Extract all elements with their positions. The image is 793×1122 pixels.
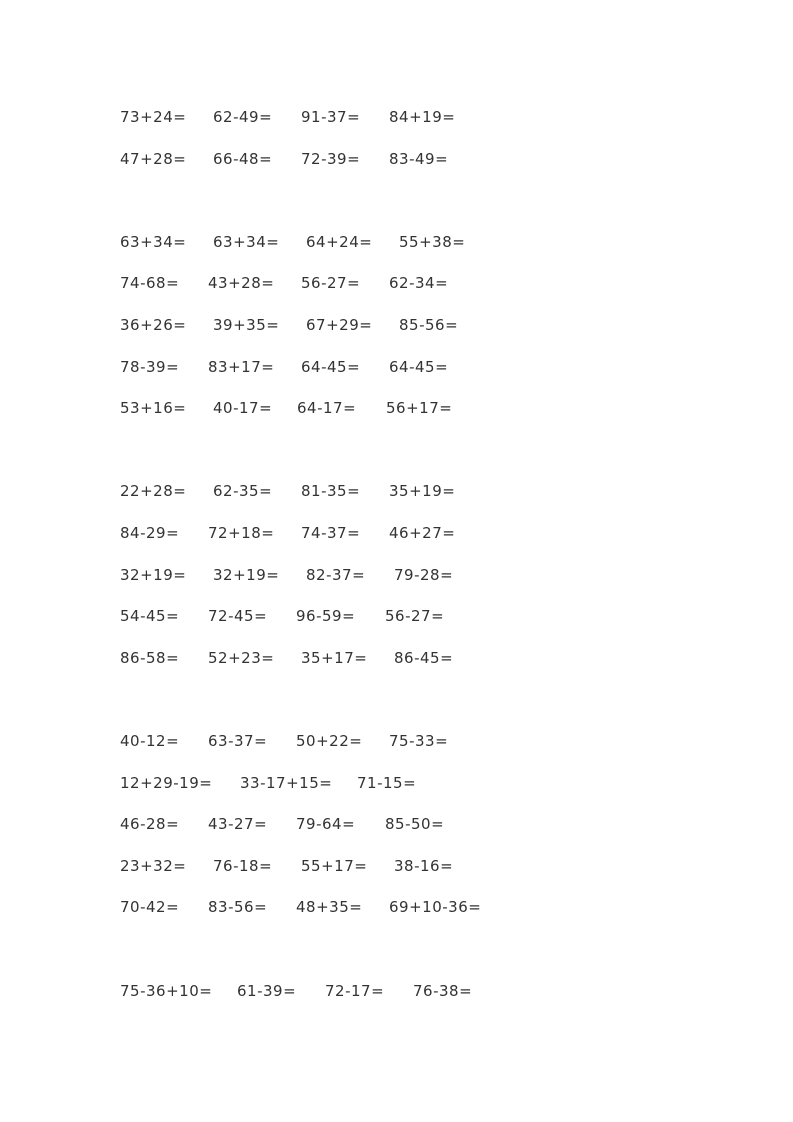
math-problem: 23+32= (120, 857, 187, 875)
math-problem: 39+35= (213, 316, 280, 334)
math-problem: 83-56= (208, 898, 268, 916)
math-problem: 85-56= (399, 316, 459, 334)
math-problem: 33-17+15= (240, 774, 333, 792)
math-problem: 86-45= (394, 649, 454, 667)
math-problem: 64-45= (389, 358, 449, 376)
math-problem: 40-17= (213, 399, 273, 417)
math-problem: 82-37= (306, 566, 366, 584)
math-problem: 76-18= (213, 857, 273, 875)
math-problem: 75-36+10= (120, 982, 213, 1000)
math-problem: 56-27= (301, 274, 361, 292)
math-problem: 56-27= (385, 607, 445, 625)
math-problem: 62-49= (213, 108, 273, 126)
math-problem: 78-39= (120, 358, 180, 376)
math-problem: 40-12= (120, 732, 180, 750)
math-problem: 91-37= (301, 108, 361, 126)
math-problem: 43+28= (208, 274, 275, 292)
math-problem: 43-27= (208, 815, 268, 833)
math-problem: 73+24= (120, 108, 187, 126)
math-problem: 55+17= (301, 857, 368, 875)
math-problem: 64-45= (301, 358, 361, 376)
math-problem: 83+17= (208, 358, 275, 376)
math-problem: 62-35= (213, 482, 273, 500)
math-problem: 67+29= (306, 316, 373, 334)
math-problem: 63+34= (120, 233, 187, 251)
math-problem: 35+19= (389, 482, 456, 500)
math-problem: 46+27= (389, 524, 456, 542)
math-problem: 61-39= (237, 982, 297, 1000)
math-problem: 81-35= (301, 482, 361, 500)
math-problem: 32+19= (120, 566, 187, 584)
math-problem: 55+38= (399, 233, 466, 251)
math-problem: 35+17= (301, 649, 368, 667)
math-problem: 72-39= (301, 150, 361, 168)
math-problem: 70-42= (120, 898, 180, 916)
math-problem: 76-38= (413, 982, 473, 1000)
math-problem: 54-45= (120, 607, 180, 625)
math-problem: 72+18= (208, 524, 275, 542)
math-problem: 66-48= (213, 150, 273, 168)
math-problem: 36+26= (120, 316, 187, 334)
math-problem: 52+23= (208, 649, 275, 667)
math-problem: 71-15= (357, 774, 417, 792)
math-problem: 32+19= (213, 566, 280, 584)
math-problem: 50+22= (296, 732, 363, 750)
math-problem: 64-17= (297, 399, 357, 417)
math-problem: 72-45= (208, 607, 268, 625)
math-problem: 38-16= (394, 857, 454, 875)
math-problem: 83-49= (389, 150, 449, 168)
math-problem: 53+16= (120, 399, 187, 417)
math-problem: 74-37= (301, 524, 361, 542)
math-problem: 12+29-19= (120, 774, 213, 792)
math-problem: 48+35= (296, 898, 363, 916)
math-problem: 85-50= (385, 815, 445, 833)
math-problem: 96-59= (296, 607, 356, 625)
math-problem: 84-29= (120, 524, 180, 542)
math-problem: 47+28= (120, 150, 187, 168)
math-problem: 74-68= (120, 274, 180, 292)
math-problem: 62-34= (389, 274, 449, 292)
math-problem: 72-17= (325, 982, 385, 1000)
math-problem: 75-33= (389, 732, 449, 750)
math-problem: 46-28= (120, 815, 180, 833)
math-problem: 64+24= (306, 233, 373, 251)
math-problem: 79-28= (394, 566, 454, 584)
math-problem: 22+28= (120, 482, 187, 500)
math-problem: 63+34= (213, 233, 280, 251)
math-problem: 63-37= (208, 732, 268, 750)
math-problem: 84+19= (389, 108, 456, 126)
math-problem: 86-58= (120, 649, 180, 667)
math-problem: 56+17= (386, 399, 453, 417)
math-problem: 79-64= (296, 815, 356, 833)
math-problem: 69+10-36= (389, 898, 482, 916)
